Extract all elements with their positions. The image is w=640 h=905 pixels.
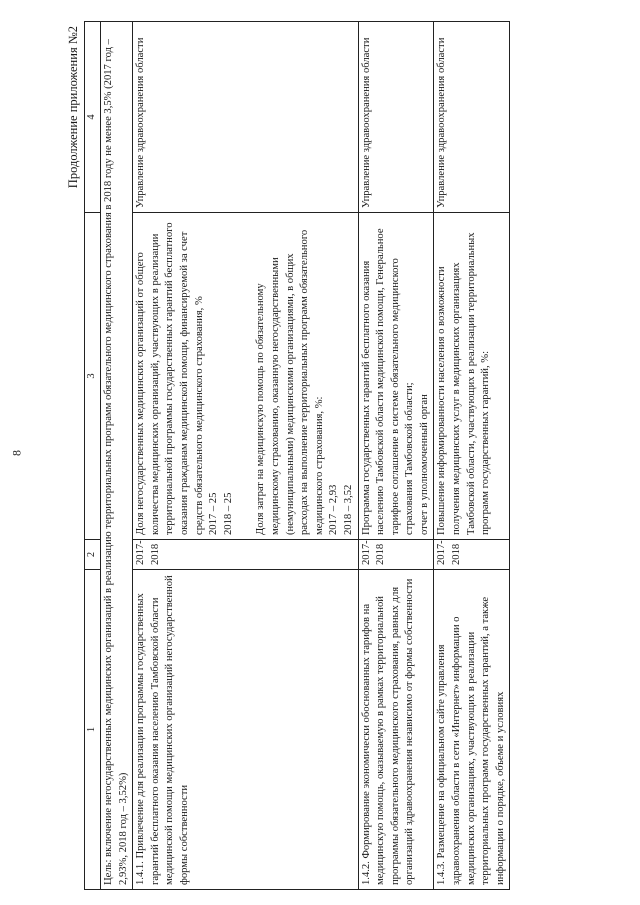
header-cell-2: 2 [85, 540, 101, 570]
executor-cell [133, 22, 358, 213]
executor-text: Управление здравоохранения области [436, 37, 448, 208]
page-number: 8 [9, 450, 24, 456]
term-cell [133, 540, 358, 570]
measure-cell [358, 570, 434, 890]
header-cell-4: 4 [85, 22, 101, 213]
executor-text: Управление здравоохранения области [360, 37, 372, 208]
indicator-text-secondary: Доля затрат на медицинскую помощь по обязательному медицинскому страхованию, оказанную негосударственными (немуниципальными) медицинскими организациями, в общих расходах на выполнение территориальных программ обязательного медицинского страхования, %: 2017 – 2,93 2018 – 3,52 [255, 229, 354, 535]
indicator-cell [434, 213, 510, 540]
table-row [434, 22, 510, 890]
term-cell [358, 540, 434, 570]
goal-row [101, 22, 133, 890]
continuation-caption: Продолжение приложения №2 [66, 26, 80, 189]
measure-text: 1.4.2. Формирование экономически обоснованных тарифов на медицинскую помощь, оказываемую в рамках территориальной программы обязательного медицинского страхования, равных для организаций здравоохранения независимо от формы собственности [360, 578, 416, 885]
executor-cell [358, 22, 434, 213]
indicator-text: Программа государственных гарантий бесплатного оказания населению Тамбовской области медицинской помощи, Генеральное тарифное соглашение в системе обязательного медицинского страхования Тамбовской области; отчет в уполномоченный орган [360, 228, 430, 535]
measure-text: 1.4.3. Размещение на официальном сайте управления здравоохранения области в сети «Интернет» информации о медицинских организациях, участвующих в реализации территориальных программ государственных гарантий, а также информации о порядке, объеме и условиях [436, 596, 506, 885]
header-row [85, 22, 101, 890]
table-row [358, 22, 434, 890]
executor-text: Управление здравоохранения области [135, 37, 147, 208]
header-cell-1: 1 [85, 570, 101, 890]
term-text: 2017-2018 [360, 540, 387, 565]
term-text: 2017-2018 [436, 540, 463, 565]
table-row [133, 22, 358, 890]
goal-text: Цель: включение негосударственных медицинских организаций в реализацию территориальных программ обязательного медицинского страхования в 2018 году не менее 3,5% (2017 год – 2,93%, 2018 год – 3,52%) [101, 22, 133, 890]
measure-text: 1.4.1. Привлечение для реализации программы государственных гарантий бесплатного оказания населению Тамбовской области медицинской помощи медицинских организаций негосударственной формы собственности [135, 575, 190, 885]
indicator-cell [133, 213, 358, 540]
term-cell [434, 540, 510, 570]
executor-cell [434, 22, 510, 213]
indicator-text: Доля негосударственных медицинских организаций от общего количества медицинских организаций, участвующих в реализации территориальной программы государственных гарантий бесплатного оказания гражданам медицинской помощи, финансируемой за счет средств обязательного медицинского страхования, % 2017 – 25 2018 – 25 [135, 222, 234, 535]
measures-table [84, 21, 510, 890]
indicator-cell [358, 213, 434, 540]
measure-cell [434, 570, 510, 890]
rotated-page-content [58, 20, 633, 890]
measure-cell [133, 570, 358, 890]
term-text: 2017-2018 [135, 540, 161, 565]
indicator-text: Повышение информированности населения о возможности получения медицинских услуг в медицинских организациях Тамбовской области, участвующих в реализации территориальных программ государственных гарантий, %: [436, 232, 492, 535]
header-cell-3: 3 [85, 213, 101, 540]
